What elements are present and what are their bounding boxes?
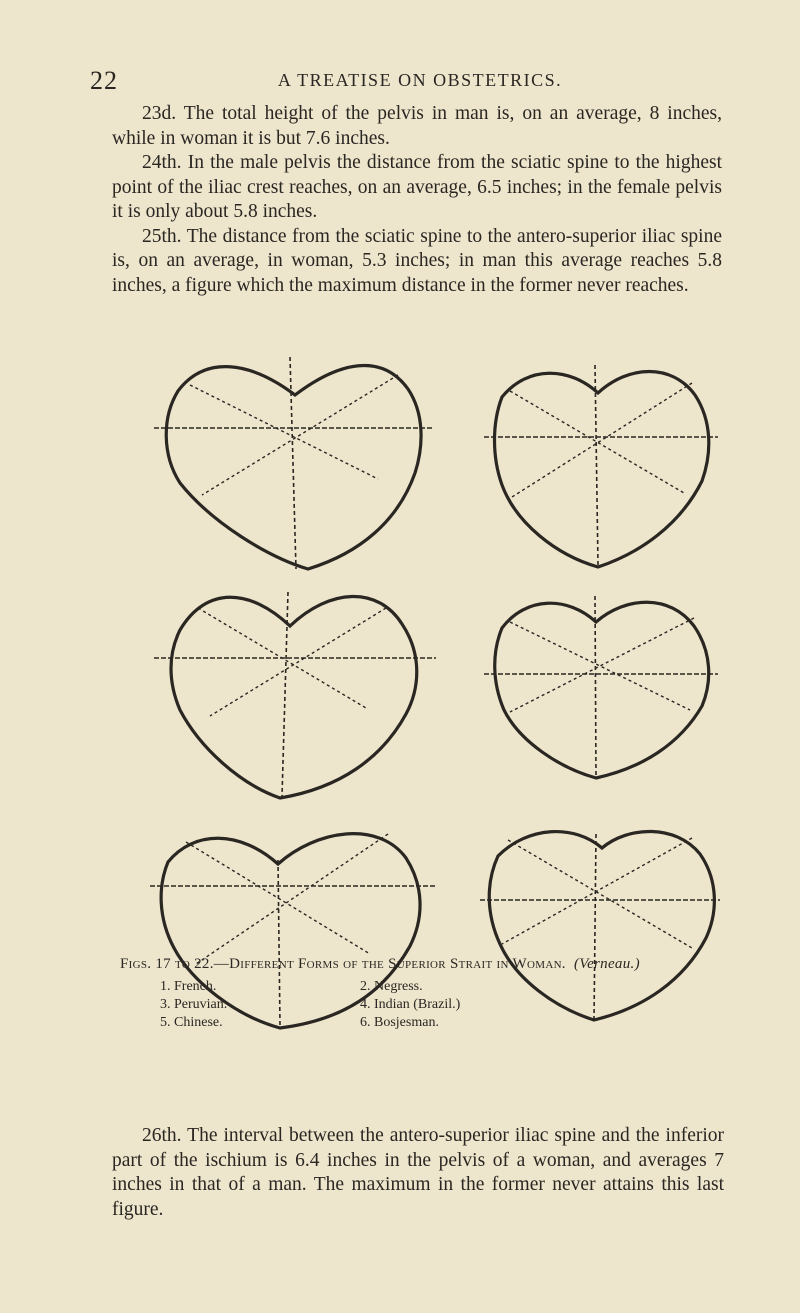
figure-1-french <box>150 343 440 573</box>
figure-3-peruvian-drawing <box>150 578 440 800</box>
figure-6-bosjesman-drawing <box>478 820 723 1025</box>
legend-item: 4. Indian (Brazil.) <box>360 997 461 1012</box>
paragraph-25th: 25th. The distance from the sciatic spine to the antero-superior iliac spine is, on an average, in woman, 5.3 inches; in man this average reaches 5.8 inches, a figure which the maximum distance in the former never reaches. <box>112 225 722 296</box>
legend-item: 2. Negress. <box>360 979 423 994</box>
figure-6-bosjesman <box>478 820 723 1025</box>
paragraph-23d: 23d. The total height of the pelvis in man is, on an average, 8 inches, while in woman it is but 7.6 inches. <box>112 103 722 149</box>
legend-item: 1. French. <box>160 979 217 994</box>
body-text-top <box>112 102 722 298</box>
body-text-bottom <box>112 1124 724 1222</box>
legend-item: 5. Chinese. <box>160 1015 223 1030</box>
figure-3-peruvian <box>150 578 440 800</box>
figure-4-indian-brazil-drawing <box>480 582 720 782</box>
figure-1-french-drawing <box>150 343 440 573</box>
running-head: A TREATISE ON OBSTETRICS. <box>277 70 563 90</box>
caption-prefix: Figs. 17 to 22.— <box>120 956 230 972</box>
caption-heading: Different Forms of the Superior Strait in Woman. <box>229 956 566 972</box>
paragraph-26th: 26th. The interval between the antero-superior iliac spine and the inferior part of the ischium is 6.4 inches in the pelvis of a woman, and averages 7 inches in that of a man. The maximum in the former never attains this last figure. <box>112 1125 724 1220</box>
figure-4-indian-brazil <box>480 582 720 782</box>
figure-2-negress-drawing <box>480 345 720 575</box>
legend-item: 6. Bosjesman. <box>360 1015 439 1030</box>
legend-item: 3. Peruvian. <box>160 997 228 1012</box>
paragraph-24th: 24th. In the male pelvis the distance from the sciatic spine to the highest point of the iliac crest reaches, on an average, 6.5 inches; in the female pelvis it is only about 5.8 inches. <box>112 152 722 222</box>
page-number: 22 <box>90 66 118 95</box>
caption-credit: (Verneau.) <box>573 956 640 972</box>
caption-title <box>120 956 740 973</box>
figure-2-negress <box>480 345 720 575</box>
figure-caption <box>120 956 740 973</box>
